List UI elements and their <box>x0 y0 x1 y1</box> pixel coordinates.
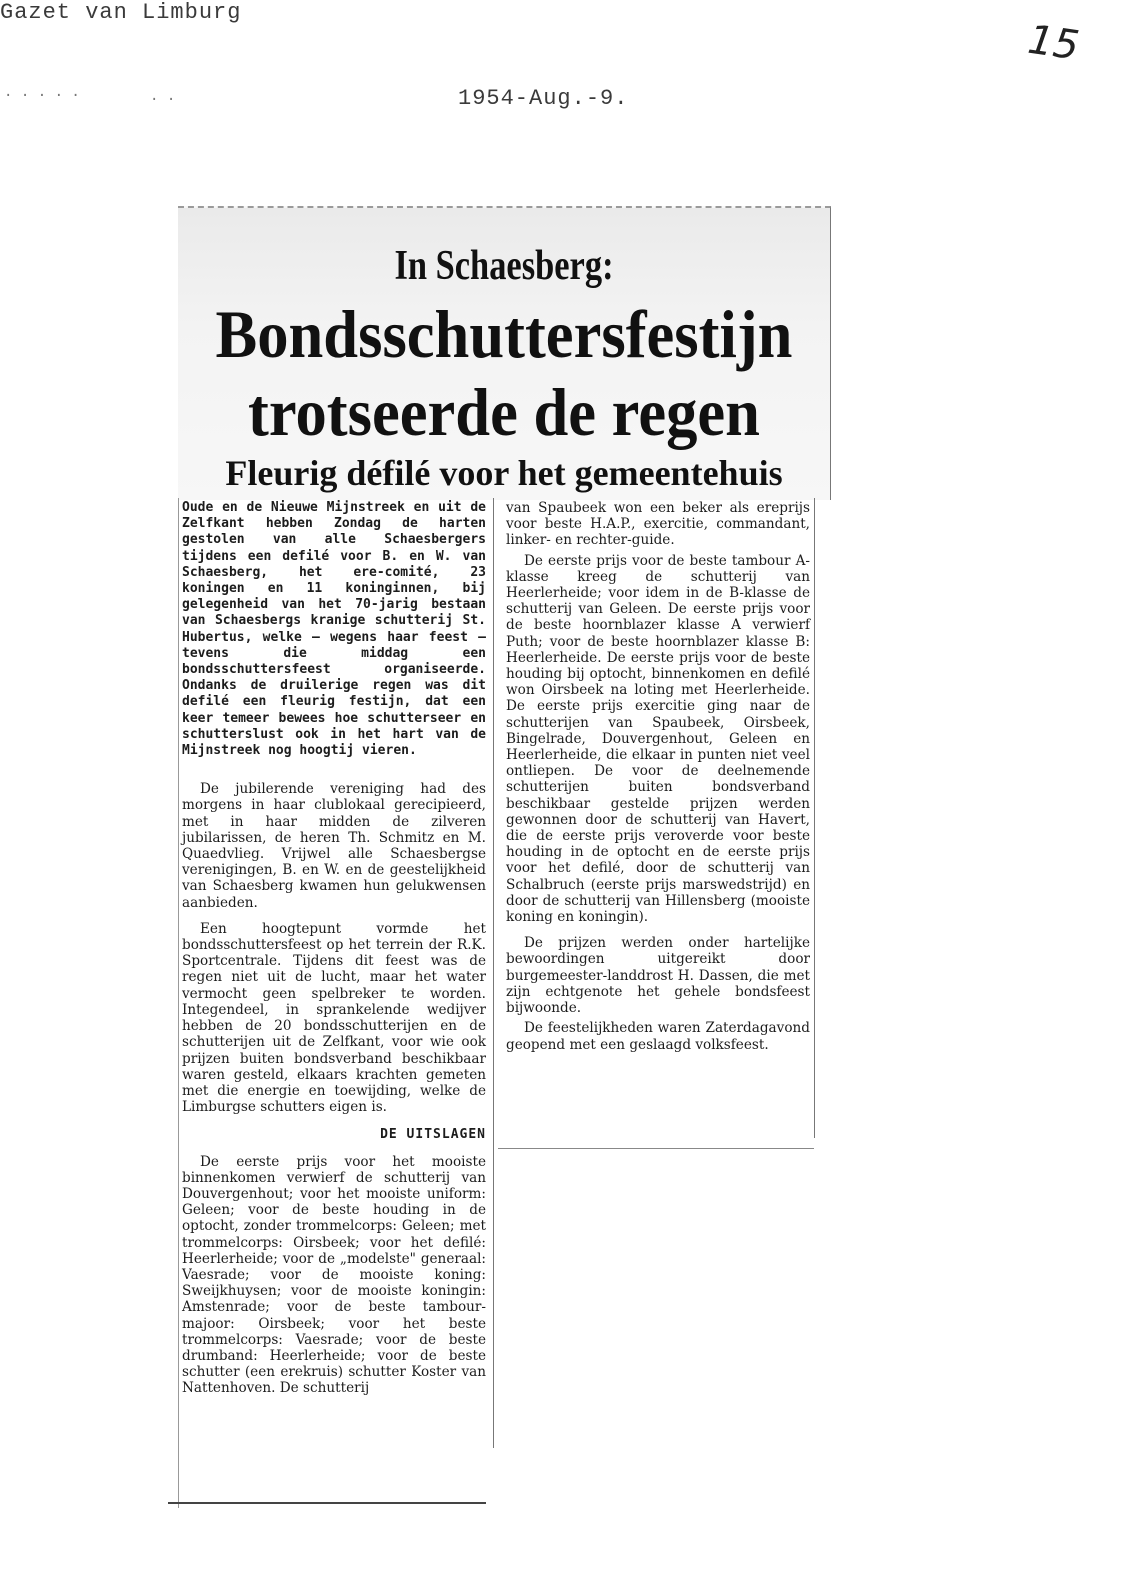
body-paragraph: De prijzen werden onder hartelijke bewoordingen uitgereikt door burgemeester-landdrost H. Dassen, die met zijn echtgenote het gehele bondsfeest bijwoonde. <box>506 935 810 1017</box>
scan-specks: · · <box>150 92 176 108</box>
clipping-bottom-rule <box>168 1502 486 1504</box>
newspaper-clipping <box>178 206 830 1516</box>
source-stamp: Gazet van Limburg <box>0 0 242 25</box>
body-paragraph: Een hoogtepunt vormde het bondsschuttersfeest op het terrein der R.K. Sportcentrale. Tijdens dit feest was de regen niet uit de lucht, maar het water vermocht geen spelbreker te worden. Integendeel, in sprankelende wedijver hebben de 20 bondsschutterijen en de schutterijen uit de Zelfkant, voor wie ook prijzen buiten bondsverband beschikbaar waren gesteld, elkaars krachten gemeten met die energie en toewijding, welke de Limburgse schutters eigen is. <box>182 920 486 1116</box>
date-stamp: 1954-Aug.-9. <box>458 86 629 111</box>
article-column-right <box>506 500 810 1057</box>
column-end-rule <box>498 1148 814 1149</box>
scan-specks: · · · · · <box>4 88 80 104</box>
column-rule-left <box>178 498 179 1508</box>
article-kicker: In Schaesberg: <box>394 243 614 289</box>
body-paragraph: De eerste prijs voor de beste tambour A-klasse kreeg de schutterij van Heerlerheide; voor idem in de B-klasse de schutterij van Geleen. De eerste prijs voor de beste hoornblazer klasse A verwierf Puth; voor de beste hoornblazer klasse B: Heerlerheide. De eerste prijs voor de beste houding bij optocht, binnenkomen en defilé won Oirsbeek na loting met Heerlerheide. De eerste prijs exercitie ging naar de schutterijen van Spaubeek, Oirsbeek, Bingelrade, Douvergenhout, Geleen en Heerlerheide, die elkaar in punten niet veel ontliepen. De voor de deelnemende schutterijen buiten bondsverband beschikbaar gestelde prijzen werden gewonnen door de schutterij van Havert, die de eerste prijs veroverde voor beste houding in de optocht en de eerste prijs voor het defilé, door de schutterij van Schalbruch (eerste prijs marswedstrijd) en door de schutterij van Hillensberg (mooiste koning en koningin). <box>506 552 810 926</box>
column-rule-right <box>814 498 815 1138</box>
article-column-left <box>182 500 486 1401</box>
subheadline: Fleurig défilé voor het gemeentehuis <box>225 453 783 493</box>
headline-line-2: trotseerde de regen <box>248 374 760 450</box>
body-paragraph: De jubilerende vereniging had des morgens in haar clublokaal gerecipieerd, met in haar midden de zilveren jubilarissen, de heren Th. Schmitz en M. Quaedvlieg. Vrijwel alle Schaesbergse verenigingen, B. en W. en de geestelijkheid van Schaesberg kwamen hun gelukwensen aanbieden. <box>182 781 486 911</box>
body-paragraph: De feestelijkheden waren Zaterdagavond geopend met een geslaagd volksfeest. <box>506 1020 810 1053</box>
page-number-mark: 15 <box>1025 16 1082 70</box>
column-rule-middle <box>493 498 494 1448</box>
body-paragraph: De eerste prijs voor het mooiste binnenkomen verwierf de schutterij van Douvergenhout; voor het mooiste uniform: Geleen; voor de beste houding in de optocht, zonder trommelcorps: Geleen; met trommelcorps: Oirsbeek; voor het defilé: Heerlerheide; voor de „modelste" generaal: Vaesrade; voor de mooiste koning: Sweijkhuysen; voor de mooiste koningin: Amstenrade; voor de beste tambour-majoor: Oirsbeek; voor het beste trommelcorps: Vaesrade; voor de beste drumband: Heerlerheide; voor de beste schutter (een erekruis) schutter Koster van Nattenhoven. De schutterij <box>182 1153 486 1397</box>
headline-line-1: Bondsschuttersfestijn <box>215 296 793 372</box>
body-paragraph: van Spaubeek won een beker als ereprijs voor beste H.A.P., exercitie, commandant, linker- en rechter-guide. <box>506 500 810 549</box>
lead-paragraph: Oude en de Nieuwe Mijnstreek en uit de Zelfkant hebben Zondag de harten gestolen van alle Schaesbergers tijdens een defilé voor B. en W. van Schaesberg, het ere-comité, 23 koningen en 11 koninginnen, bij gelegenheid van het 70-jarig bestaan van Schaesbergs kranige schutterij St. Hubertus, welke — wegens haar feest — tevens die middag een bondsschuttersfeest organiseerde. Ondanks de druilerige regen was dit defilé een fleurig festijn, dat een keer temeer bewees hoe schutterseer en schutterslust ook in het hart van de Mijnstreek nog hoogtij vieren. <box>182 500 486 759</box>
section-heading: DE UITSLAGEN <box>380 1127 486 1143</box>
